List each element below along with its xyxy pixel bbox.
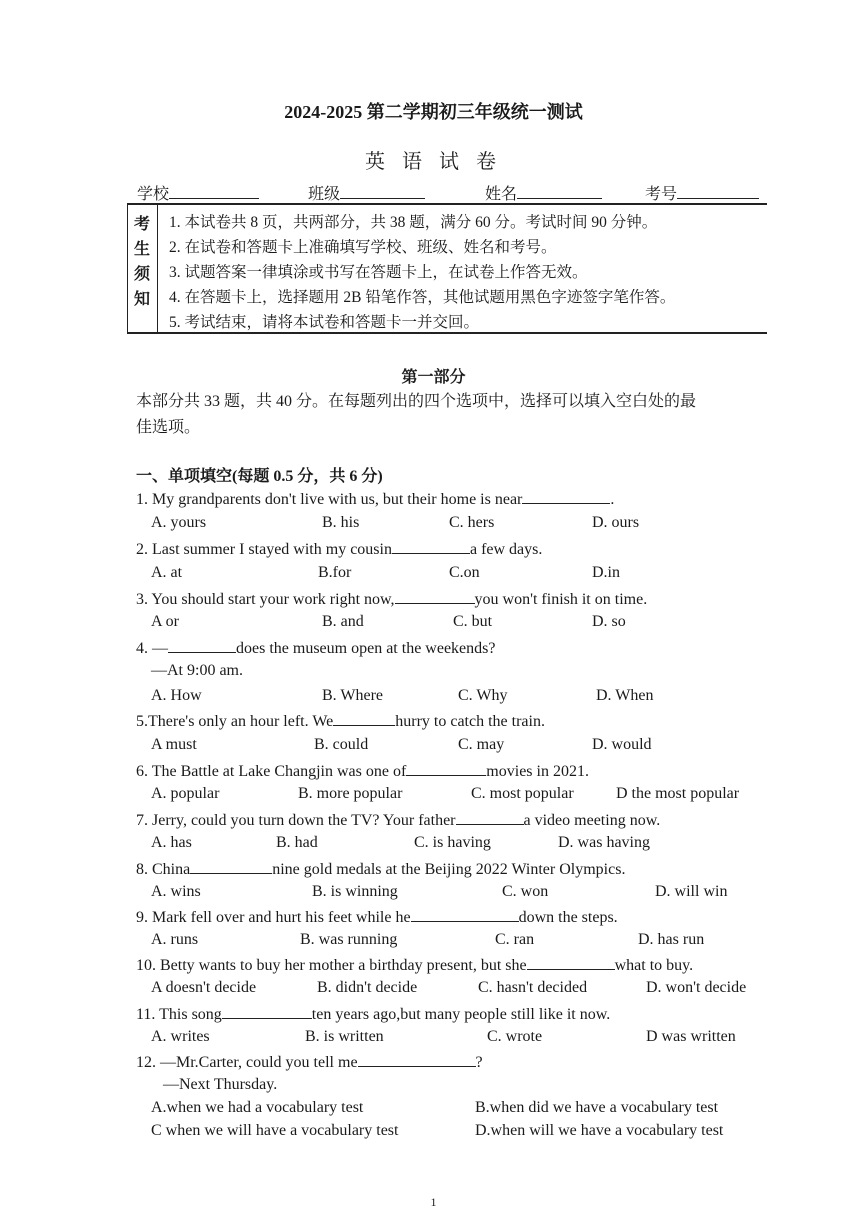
exam-no-label: 考号 xyxy=(645,186,678,203)
option: C. may xyxy=(458,736,505,753)
notice-line: 3. 试题答案一律填涂或书写在答题卡上，在试卷上作答无效。 xyxy=(169,264,588,281)
option: D. will win xyxy=(655,883,728,900)
school-label: 学校 xyxy=(137,186,170,203)
option: A. at xyxy=(151,564,183,581)
option: C. most popular xyxy=(471,785,574,802)
class-blank xyxy=(340,182,425,199)
option: A. popular xyxy=(151,785,220,802)
class-label: 班级 xyxy=(308,186,341,203)
answer-blank xyxy=(411,907,519,922)
option: B. had xyxy=(276,834,318,851)
part-intro-line-1: 本部分共 33 题，共 40 分。在每题列出的四个选项中，选择可以填入空白处的最 xyxy=(136,393,697,410)
option: D. was having xyxy=(558,834,650,851)
school-field xyxy=(137,181,259,204)
option: C. Why xyxy=(458,687,508,704)
name-blank xyxy=(517,182,602,199)
name-label: 姓名 xyxy=(485,186,518,203)
exam-no-field xyxy=(645,181,759,204)
question-stem: 2. Last summer I stayed with my cousin a few days. xyxy=(136,541,543,558)
notice-line: 4. 在答题卡上，选择题用 2B 铅笔作答，其他试题用黑色字迹签字笔作答。 xyxy=(169,289,676,306)
question-stem: 4. — does the museum open at the weekends? xyxy=(136,640,496,657)
question-stem: 9. Mark fell over and hurt his feet while he down the steps. xyxy=(136,909,618,926)
option: B. is winning xyxy=(312,883,398,900)
option: C. wrote xyxy=(487,1028,543,1045)
option: A. runs xyxy=(151,931,199,948)
answer-blank xyxy=(168,638,236,653)
option: C. won xyxy=(502,883,549,900)
school-blank xyxy=(169,182,259,199)
option: B. could xyxy=(314,736,369,753)
option: A.when we had a vocabulary test xyxy=(151,1099,364,1116)
option: C.on xyxy=(449,564,480,581)
option: D. ours xyxy=(592,514,640,531)
exam-no-blank xyxy=(677,182,759,199)
dialogue-answer: —Next Thursday. xyxy=(163,1076,278,1093)
option: B. was running xyxy=(300,931,398,948)
option: A. wins xyxy=(151,883,201,900)
option: A. yours xyxy=(151,514,207,531)
name-field xyxy=(485,181,602,204)
option: B.for xyxy=(318,564,352,581)
notice-side-char: 知 xyxy=(134,291,151,308)
answer-blank xyxy=(395,589,475,604)
candidate-notice-box xyxy=(127,203,767,334)
option: C. is having xyxy=(414,834,491,851)
option: B. didn't decide xyxy=(317,979,418,996)
answer-blank xyxy=(522,489,610,504)
answer-blank xyxy=(527,955,615,970)
page-number: 1 xyxy=(430,1195,437,1209)
option: B. his xyxy=(322,514,360,531)
option: A or xyxy=(151,613,179,630)
notice-side-char: 生 xyxy=(134,241,151,258)
question-stem: 6. The Battle at Lake Changjin was one of movies in 2021. xyxy=(136,763,589,780)
answer-blank xyxy=(222,1004,312,1019)
option: D.in xyxy=(592,564,620,581)
option: A must xyxy=(151,736,197,753)
answer-blank xyxy=(358,1052,476,1067)
option: B. more popular xyxy=(298,785,403,802)
option: B. and xyxy=(322,613,364,630)
option: A doesn't decide xyxy=(151,979,257,996)
option: C. ran xyxy=(495,931,535,948)
option: D. won't decide xyxy=(646,979,747,996)
option: A. has xyxy=(151,834,192,851)
class-field xyxy=(308,181,425,204)
part-heading: 第一部分 xyxy=(401,369,466,386)
option: C. hasn't decided xyxy=(478,979,588,996)
question-stem: 3. You should start your work right now, you won't finish it on time. xyxy=(136,591,648,608)
option: D was written xyxy=(646,1028,736,1045)
option: A. writes xyxy=(151,1028,210,1045)
exam-subtitle: 英 语 试 卷 xyxy=(365,151,502,173)
option: D. would xyxy=(592,736,652,753)
option: D. has run xyxy=(638,931,705,948)
answer-blank xyxy=(406,761,486,776)
option: C. but xyxy=(453,613,493,630)
notice-line: 2. 在试卷和答题卡上准确填写学校、班级、姓名和考号。 xyxy=(169,239,557,256)
option: C when we will have a vocabulary test xyxy=(151,1122,399,1139)
answer-blank xyxy=(190,859,272,874)
section-heading: 一、单项填空(每题 0.5 分，共 6 分) xyxy=(136,468,383,485)
question-stem: 8. China nine gold medals at the Beijing 2022 Winter Olympics. xyxy=(136,861,626,878)
question-stem: 7. Jerry, could you turn down the TV? Your father a video meeting now. xyxy=(136,812,661,829)
question-stem: 1. My grandparents don't live with us, but their home is near . xyxy=(136,491,615,508)
option: B. Where xyxy=(322,687,384,704)
notice-line: 5. 考试结束，请将本试卷和答题卡一并交回。 xyxy=(169,314,480,331)
answer-blank xyxy=(333,711,395,726)
part-intro-line-2: 佳选项。 xyxy=(136,419,201,436)
option: D. so xyxy=(592,613,626,630)
option: B. is written xyxy=(305,1028,384,1045)
option: A. How xyxy=(151,687,202,704)
question-stem: 12. —Mr.Carter, could you tell me ? xyxy=(136,1054,483,1071)
dialogue-answer: —At 9:00 am. xyxy=(151,662,243,679)
notice-side-label xyxy=(128,205,158,332)
exam-title: 2024-2025 第二学期初三年级统一测试 xyxy=(284,102,583,122)
notice-side-char: 考 xyxy=(134,216,151,233)
option: D.when will we have a vocabulary test xyxy=(475,1122,724,1139)
option: D the most popular xyxy=(616,785,740,802)
answer-blank xyxy=(456,810,524,825)
question-stem: 5.There's only an hour left. We hurry to catch the train. xyxy=(136,713,545,730)
notice-line: 1. 本试卷共 8 页，共两部分，共 38 题，满分 60 分。考试时间 90 分钟。 xyxy=(169,214,658,231)
answer-blank xyxy=(392,539,470,554)
option: C. hers xyxy=(449,514,495,531)
question-stem: 10. Betty wants to buy her mother a birthday present, but she what to buy. xyxy=(136,957,694,974)
notice-side-char: 须 xyxy=(134,266,151,283)
question-stem: 11. This song ten years ago,but many people still like it now. xyxy=(136,1006,611,1023)
option: B.when did we have a vocabulary test xyxy=(475,1099,719,1116)
option: D. When xyxy=(596,687,654,704)
